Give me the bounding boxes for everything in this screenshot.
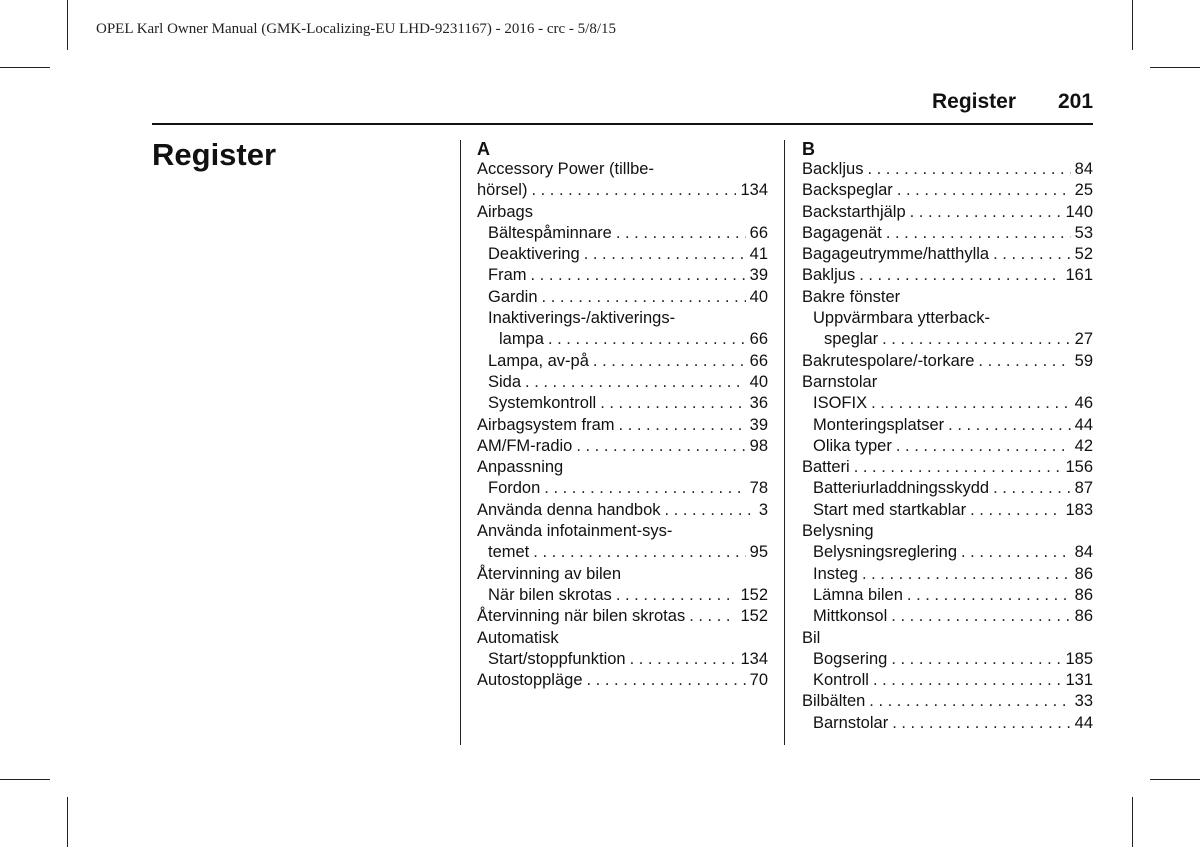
index-entry: [477, 372, 768, 393]
crop-mark: [1132, 0, 1133, 50]
index-entry-text: Bagageutrymme/hatthylla: [802, 245, 990, 264]
page-title: Register: [152, 137, 277, 172]
index-entry-page: 66: [749, 223, 768, 242]
index-entry: [802, 287, 1093, 308]
dot-leader: [862, 564, 1071, 585]
index-entry-page: 86: [1074, 607, 1093, 626]
page-number: 201: [1058, 90, 1094, 113]
index-entry-page: 152: [740, 585, 768, 604]
index-entry-text: Accessory Power (tillbe-: [477, 160, 654, 178]
dot-leader: [616, 585, 737, 606]
dot-leader: [993, 244, 1071, 265]
index-entry-text: Inaktiverings-/aktiverings-: [488, 309, 676, 328]
index-entry-text: Insteg: [813, 564, 858, 583]
index-entry-text: Bagagenät: [802, 223, 882, 242]
index-entry: [477, 265, 768, 286]
index-entry-text: Bogsering: [813, 649, 888, 668]
index-entry-page: 66: [749, 330, 768, 349]
dot-leader: [584, 244, 746, 265]
index-letter-heading: A: [477, 139, 490, 159]
crop-mark: [0, 67, 50, 68]
index-entry-page: 183: [1065, 500, 1093, 519]
index-entry: [477, 202, 768, 223]
index-entry-text: Kontroll: [813, 671, 869, 690]
crop-mark: [67, 797, 68, 847]
index-entry-text: Återvinning när bilen skrotas: [477, 607, 686, 626]
index-entry: [802, 542, 1093, 563]
index-entry-text: Återvinning av bilen: [477, 564, 622, 583]
index-entry: [802, 265, 1093, 286]
index-entry: [802, 478, 1093, 499]
index-entry-text: Lämna bilen: [813, 585, 903, 604]
index-entry-page: 33: [1074, 692, 1093, 711]
index-entry: [802, 670, 1093, 691]
index-entry-page: 39: [749, 415, 768, 434]
dot-leader: [548, 329, 746, 350]
index-entry: [477, 521, 768, 542]
dot-leader: [544, 478, 745, 499]
index-entry-page: 152: [740, 607, 768, 626]
dot-leader: [859, 265, 1061, 286]
index-entry: [477, 415, 768, 436]
index-entry-page: 134: [740, 181, 768, 200]
dot-leader: [948, 415, 1070, 436]
index-entry-text: Bakljus: [802, 266, 856, 285]
dot-leader: [891, 649, 1061, 670]
index-entry-text: Automatisk: [477, 628, 559, 647]
index-entry: [802, 691, 1093, 712]
index-entry-text: Bakre fönster: [802, 287, 901, 306]
dot-leader: [886, 223, 1071, 244]
index-entry-page: 98: [749, 436, 768, 455]
index-entry: [477, 649, 768, 670]
dot-leader: [576, 436, 745, 457]
index-entry-text: ISOFIX: [813, 394, 868, 413]
index-entry-page: 27: [1074, 330, 1093, 349]
index-entry: [477, 500, 768, 521]
index-entry-page: 39: [749, 266, 768, 285]
index-entry-text: Deaktivering: [488, 245, 580, 264]
index-entry-text: Gardin: [488, 287, 538, 306]
index-entry: [477, 564, 768, 585]
index-entry: [477, 223, 768, 244]
dot-leader: [897, 180, 1071, 201]
index-entry-text: Autostoppläge: [477, 671, 583, 690]
index-entry-text: Backstarthjälp: [802, 202, 906, 221]
index-entry: [802, 159, 1093, 180]
index-entry: [477, 329, 768, 350]
index-entry: [477, 308, 768, 329]
dot-leader: [854, 457, 1062, 478]
index-entry: [477, 180, 768, 201]
dot-leader: [630, 649, 737, 670]
index-entry-page: 59: [1074, 351, 1093, 370]
dot-leader: [892, 713, 1070, 734]
index-entry: [477, 287, 768, 308]
index-entry-page: 156: [1065, 458, 1093, 477]
index-entry: [477, 606, 768, 627]
dot-leader: [689, 606, 736, 627]
index-entry: [477, 542, 768, 563]
index-entry-page: 86: [1074, 585, 1093, 604]
index-entry: [802, 308, 1093, 329]
index-entry-page: 25: [1074, 181, 1093, 200]
index-entry-page: 36: [749, 394, 768, 413]
index-entry: [477, 351, 768, 372]
index-entry-page: 161: [1065, 266, 1093, 285]
dot-leader: [873, 670, 1062, 691]
index-entry-page: 53: [1074, 223, 1093, 242]
index-letter-heading: B: [802, 139, 815, 159]
index-entry-text: Fram: [488, 266, 527, 285]
index-entry-page: 44: [1074, 415, 1093, 434]
index-entry-text: Monteringsplatser: [813, 415, 945, 434]
index-entry-text: Sida: [488, 372, 522, 391]
index-entry-text: När bilen skrotas: [488, 585, 612, 604]
index-entry-page: 131: [1065, 671, 1093, 690]
index-entry-page: 84: [1074, 160, 1093, 178]
dot-leader: [533, 542, 745, 563]
crop-mark: [0, 779, 50, 780]
index-entry: [802, 244, 1093, 265]
index-column-b: [802, 138, 1093, 734]
index-entry-text: Använda denna handbok: [477, 500, 661, 519]
index-entry-text: Start/stoppfunktion: [488, 649, 626, 668]
index-entry-page: 41: [749, 245, 768, 264]
index-entry-text: Olika typer: [813, 436, 892, 455]
index-entry-text: Batteri: [802, 458, 850, 477]
index-entry: [477, 585, 768, 606]
index-entry-text: Bil: [802, 628, 821, 647]
index-entry: [802, 223, 1093, 244]
index-entry-page: 78: [749, 479, 768, 498]
index-entry-page: 84: [1074, 543, 1093, 562]
index-entry-text: Airbagsystem fram: [477, 415, 615, 434]
dot-leader: [542, 287, 746, 308]
index-entry-text: Start med startkablar: [813, 500, 967, 519]
index-entry: [802, 606, 1093, 627]
index-entry: [802, 564, 1093, 585]
index-entry-page: 134: [740, 649, 768, 668]
index-entry: [802, 351, 1093, 372]
crop-mark: [67, 0, 68, 50]
index-entry: [477, 628, 768, 649]
index-entry-text: speglar: [824, 330, 879, 349]
index-entry-page: 44: [1074, 713, 1093, 732]
dot-leader: [525, 372, 746, 393]
index-entry: [802, 628, 1093, 649]
index-entry-text: Backspeglar: [802, 181, 893, 200]
index-entry-text: AM/FM-radio: [477, 436, 573, 455]
index-entry: [477, 159, 768, 180]
index-entry-text: Barnstolar: [802, 372, 878, 391]
index-entry: [802, 500, 1093, 521]
index-entry-page: 140: [1065, 202, 1093, 221]
index-entry: [802, 713, 1093, 734]
index-entry: [802, 415, 1093, 436]
index-entry: [802, 585, 1093, 606]
index-entry: [802, 180, 1093, 201]
dot-leader: [910, 202, 1062, 223]
index-entry-text: temet: [488, 543, 530, 562]
dot-leader: [869, 691, 1070, 712]
index-entry-text: Lampa, av-på: [488, 351, 589, 370]
dot-leader: [867, 159, 1070, 180]
index-entry-page: 3: [758, 500, 768, 519]
index-entry-text: Systemkontroll: [488, 394, 597, 413]
index-entry-page: 70: [749, 671, 768, 690]
index-entry-text: hörsel): [477, 181, 528, 200]
index-entry-text: Backljus: [802, 160, 864, 178]
index-entry-text: Fordon: [488, 479, 541, 498]
dot-leader: [531, 265, 746, 286]
index-entry-text: Anpassning: [477, 458, 564, 477]
index-entry-text: Belysning: [802, 522, 874, 541]
index-entry: [477, 457, 768, 478]
index-entry-page: 52: [1074, 245, 1093, 264]
dot-leader: [961, 542, 1071, 563]
dot-leader: [593, 351, 746, 372]
index-entry-page: 46: [1074, 394, 1093, 413]
index-column-a: [477, 138, 768, 691]
dot-leader: [993, 478, 1071, 499]
index-entry-page: 95: [749, 543, 768, 562]
dot-leader: [871, 393, 1071, 414]
index-entry-text: Använda infotainment-sys-: [477, 522, 673, 541]
dot-leader: [882, 329, 1071, 350]
index-entry-text: Belysningsreglering: [813, 543, 957, 562]
index-entry-page: 40: [749, 372, 768, 391]
header-rule: [152, 123, 1093, 125]
running-header-title: Register: [932, 90, 1017, 113]
index-entry-text: Uppvärmbara ytterback-: [813, 309, 990, 328]
index-entry: [802, 202, 1093, 223]
dot-leader: [891, 606, 1070, 627]
index-entry-page: 86: [1074, 564, 1093, 583]
dot-leader: [907, 585, 1071, 606]
index-entry: [802, 457, 1093, 478]
index-entry: [802, 393, 1093, 414]
column-divider: [784, 140, 785, 745]
dot-leader: [587, 670, 746, 691]
index-entry-text: Bilbälten: [802, 692, 866, 711]
dot-leader: [665, 500, 755, 521]
index-entry: [802, 649, 1093, 670]
crop-mark: [1150, 779, 1200, 780]
index-entry: [802, 329, 1093, 350]
index-entry-page: 185: [1065, 649, 1093, 668]
dot-leader: [531, 180, 736, 201]
dot-leader: [896, 436, 1071, 457]
dot-leader: [619, 415, 746, 436]
index-entry-page: 40: [749, 287, 768, 306]
index-entry-page: 66: [749, 351, 768, 370]
index-entry-text: Bältespåminnare: [488, 223, 612, 242]
index-entry-text: Mittkonsol: [813, 607, 888, 626]
index-entry: [477, 393, 768, 414]
index-entry-text: Bakrutespolare/-torkare: [802, 351, 975, 370]
column-divider: [460, 140, 461, 745]
index-entry-text: Batteriurladdningsskydd: [813, 479, 990, 498]
index-entry: [802, 372, 1093, 393]
index-entry: [802, 436, 1093, 457]
index-entry: [477, 244, 768, 265]
dot-leader: [616, 223, 746, 244]
dot-leader: [970, 500, 1061, 521]
index-entry: [802, 521, 1093, 542]
crop-mark: [1150, 67, 1200, 68]
index-entry-text: lampa: [499, 330, 544, 349]
index-entry-text: Barnstolar: [813, 713, 889, 732]
dot-leader: [600, 393, 745, 414]
index-entry-page: 42: [1074, 436, 1093, 455]
index-entry-page: 87: [1074, 479, 1093, 498]
index-entry-text: Airbags: [477, 202, 533, 221]
index-entry: [477, 478, 768, 499]
index-entry: [477, 670, 768, 691]
print-info: OPEL Karl Owner Manual (GMK-Localizing-EU LHD-9231167) - 2016 - crc - 5/8/15: [96, 21, 616, 37]
index-entry: [477, 436, 768, 457]
crop-mark: [1132, 797, 1133, 847]
dot-leader: [978, 351, 1070, 372]
